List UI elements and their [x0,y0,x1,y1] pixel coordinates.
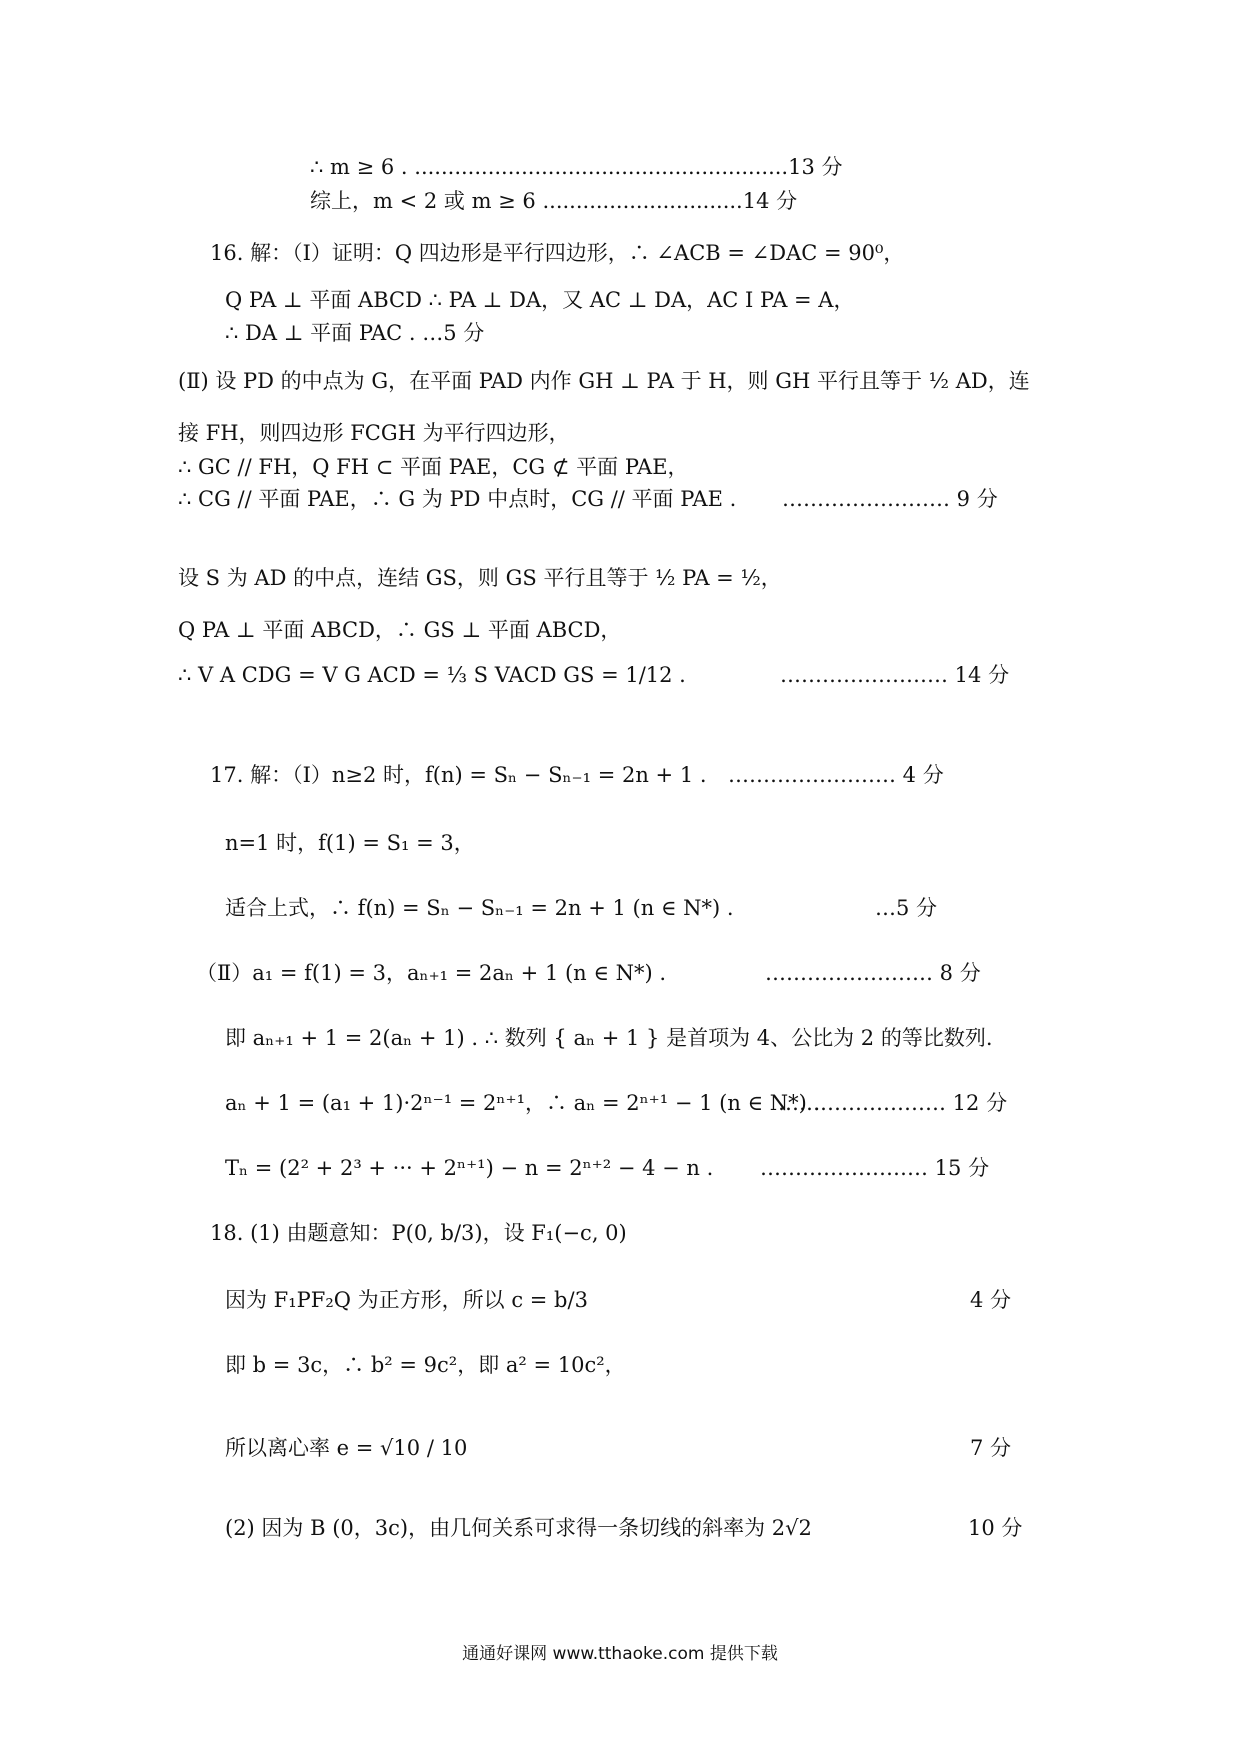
line-19: Tₙ = (2² + 2³ + ··· + 2ⁿ⁺¹) − n = 2ⁿ⁺² − 4 − n . [225,1156,714,1180]
score-13: …………………… 4 分 [728,763,944,787]
line-10: 设 S 为 AD 的中点，连结 GS，则 GS 平行且等于 ½ PA = ½， [178,566,782,590]
line-15: 适合上式，∴ f(n) = Sₙ − Sₙ₋₁ = 2n + 1 (n ∈ N*) . [225,896,734,920]
score-15: …5 分 [875,896,938,920]
line-21: 因为 F₁PF₂Q 为正方形，所以 c = b/3 [225,1288,588,1312]
line-23: 所以离心率 e = √10 / 10 [225,1436,468,1460]
line-11: Q PA ⊥ 平面 ABCD，∴ GS ⊥ 平面 ABCD， [178,618,622,642]
score-19: …………………… 15 分 [760,1156,990,1180]
score-18: …………………… 12 分 [778,1091,1008,1115]
line-20: 18. (1) 由题意知：P(0, b/3)，设 F₁(−c, 0) [210,1221,627,1245]
line-14: n=1 时，f(1) = S₁ = 3， [225,831,475,855]
score-24: 10 分 [968,1516,1023,1540]
line-18: aₙ + 1 = (a₁ + 1)·2ⁿ⁻¹ = 2ⁿ⁺¹，∴ aₙ = 2ⁿ⁺¹ − 1 (n ∈ N*) . [225,1091,821,1115]
score-23: 7 分 [970,1436,1012,1460]
line-16: （Ⅱ）a₁ = f(1) = 3，aₙ₊₁ = 2aₙ + 1 (n ∈ N*) . [196,961,667,985]
score-9: …………………… 9 分 [782,487,998,511]
line-9: ∴ CG // 平面 PAE，∴ G 为 PD 中点时，CG // 平面 PAE . [178,487,737,511]
line-7: 接 FH，则四边形 FCGH 为平行四边形， [178,421,570,445]
line-17: 即 aₙ₊₁ + 1 = 2(aₙ + 1) . ∴ 数列 { aₙ + 1 } 是首项为 4、公比为 2 的等比数列. [225,1026,993,1050]
line-13: 17. 解：（Ⅰ）n≥2 时，f(n) = Sₙ − Sₙ₋₁ = 2n + 1 . [210,763,707,787]
line-8: ∴ GC // FH，Q FH ⊂ 平面 PAE，CG ⊄ 平面 PAE， [178,455,689,479]
line-6: (Ⅱ) 设 PD 的中点为 G，在平面 PAD 内作 GH ⊥ PA 于 H，则 GH 平行且等于 ½ AD，连 [178,369,1030,393]
line-2: 综上，m < 2 或 m ≥ 6 ..............................14 分 [310,189,798,213]
score-12: …………………… 14 分 [780,663,1010,687]
line-3: 16. 解：（Ⅰ）证明：Q 四边形是平行四边形，∴ ∠ACB = ∠DAC = 90⁰， [210,241,905,265]
line-22: 即 b = 3c，∴ b² = 9c²，即 a² = 10c²， [225,1353,626,1377]
score-16: …………………… 8 分 [765,961,981,985]
line-4: Q PA ⊥ 平面 ABCD ∴ PA ⊥ DA，又 AC ⊥ DA，AC I PA = A， [225,288,855,312]
line-1: ∴ m ≥ 6 . ........................................................13 分 [310,155,843,179]
line-5: ∴ DA ⊥ 平面 PAC . …5 分 [225,321,485,345]
page-footer: 通通好课网 www.tthaoke.com 提供下载 [462,1644,778,1664]
score-21: 4 分 [970,1288,1012,1312]
line-24: (2) 因为 B (0，3c)，由几何关系可求得一条切线的斜率为 2√2 [225,1516,812,1540]
line-12: ∴ V A CDG = V G ACD = ⅓ S VACD GS = 1/12 . [178,663,686,687]
